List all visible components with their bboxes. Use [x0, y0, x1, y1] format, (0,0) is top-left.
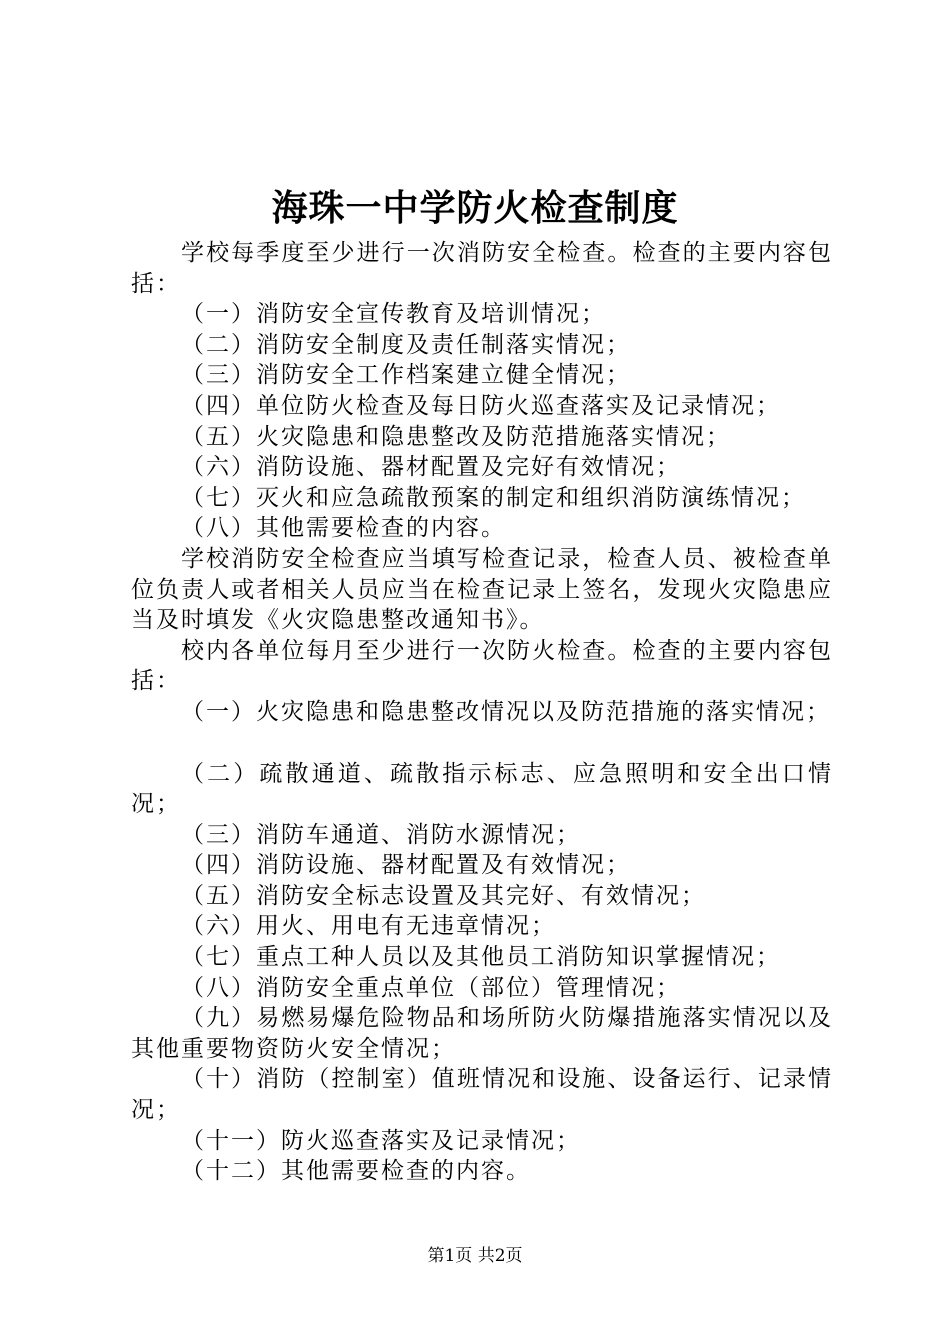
document-body — [131, 238, 833, 1187]
list-item: （四）消防设施、器材配置及有效情况； — [181, 852, 631, 879]
list-item: （八）其他需要检查的内容。 — [181, 515, 506, 542]
list-item: （二）消防安全制度及责任制落实情况； — [181, 331, 631, 358]
list-item: （三）消防车通道、消防水源情况； — [181, 821, 581, 848]
page-footer: 第1页 共2页 — [427, 1246, 523, 1266]
document-title: 海珠一中学防火检查制度 — [271, 187, 679, 229]
quarterly-inspection-list — [131, 299, 833, 544]
list-item: （十二）其他需要检查的内容。 — [181, 1158, 531, 1185]
list-item: （五）消防安全标志设置及其完好、有效情况； — [181, 882, 706, 909]
list-item: （四）单位防火检查及每日防火巡查落实及记录情况； — [181, 392, 781, 419]
list-item: （七）重点工种人员以及其他员工消防知识掌握情况； — [181, 944, 781, 971]
paragraph-monthly-inspection: 校内各单位每月至少进行一次防火检查。检查的主要内容包括： — [131, 637, 833, 695]
list-item: （二）疏散通道、疏散指示标志、应急照明和安全出口情况； — [131, 760, 833, 818]
list-item: （七）灭火和应急疏散预案的制定和组织消防演练情况； — [181, 484, 806, 511]
list-item: （六）消防设施、器材配置及完好有效情况； — [181, 454, 681, 481]
list-item: （三）消防安全工作档案建立健全情况； — [181, 362, 631, 389]
list-item: （十）消防（控制室）值班情况和设施、设备运行、记录情况； — [131, 1066, 833, 1124]
blank-line — [131, 728, 833, 759]
list-item: （一）消防安全宣传教育及培训情况； — [181, 301, 606, 328]
paragraph-inspection-record: 学校消防安全检查应当填写检查记录，检查人员、被检查单位负责人或者相关人员应当在检查记录上签名，发现火灾隐患应当及时填发《火灾隐患整改通知书》。 — [131, 545, 833, 634]
monthly-inspection-list — [131, 697, 833, 1187]
list-item: （八）消防安全重点单位（部位）管理情况； — [181, 974, 681, 1001]
list-item: （一）火灾隐患和隐患整改情况以及防范措施的落实情况； — [181, 698, 831, 725]
paragraph-quarterly-inspection: 学校每季度至少进行一次消防安全检查。检查的主要内容包括： — [131, 240, 833, 297]
list-item: （十一）防火巡查落实及记录情况； — [181, 1127, 581, 1154]
list-item: （五）火灾隐患和隐患整改及防范措施落实情况； — [181, 423, 731, 450]
list-item: （九）易燃易爆危险物品和场所防火防爆措施落实情况以及其他重要物资防火安全情况； — [131, 1005, 833, 1062]
list-item: （六）用火、用电有无违章情况； — [181, 913, 556, 940]
